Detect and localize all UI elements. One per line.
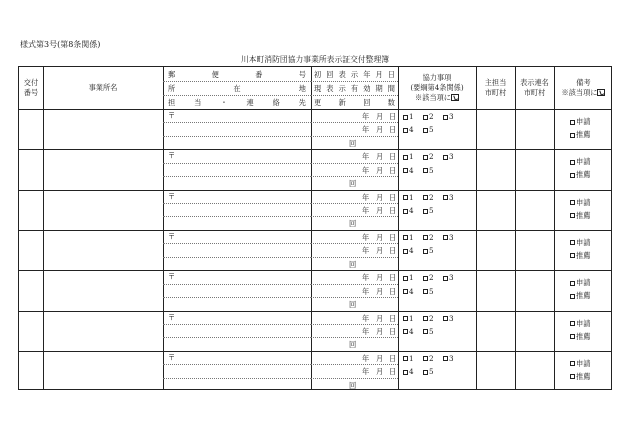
renewal-count-label: 回 [349, 179, 357, 189]
checkbox-icon [423, 128, 428, 133]
row-dotted-rule [311, 176, 398, 177]
month-label: 月 [376, 273, 384, 283]
checkbox-icon [403, 195, 408, 200]
row-dotted-rule [311, 122, 398, 123]
header-bottom-rule [19, 109, 611, 110]
year-label: 年 [362, 232, 370, 242]
checkbox-icon [570, 321, 575, 326]
day-label: 日 [389, 165, 397, 175]
cooperation-option-5[interactable]: 5 [423, 247, 434, 254]
day-label: 日 [389, 232, 397, 242]
renewal-count-label: 回 [349, 259, 357, 269]
year-label: 年 [362, 165, 370, 175]
checkbox-icon [423, 195, 428, 200]
row-dotted-rule [163, 176, 311, 177]
postal-mark: 〒 [168, 111, 176, 120]
document-title: 川本町消防団協力事業所表示証交付整理簿 [240, 55, 390, 64]
checkbox-icon [423, 356, 428, 361]
checkbox-icon [570, 240, 575, 245]
checkmark-box-icon [597, 89, 605, 96]
row-rule [19, 351, 611, 352]
apply-option[interactable]: 申請 [570, 239, 590, 246]
checkbox-icon [403, 155, 408, 160]
checkbox-icon [570, 173, 575, 178]
row-dotted-rule [163, 122, 311, 123]
row-dotted-rule [311, 378, 398, 379]
recommend-option[interactable]: 推薦 [570, 212, 590, 219]
cooperation-option-3[interactable]: 3 [443, 315, 454, 322]
checkbox-icon [423, 155, 428, 160]
header-first-display-date: 初 回 表 示 年 月 日 [314, 70, 395, 79]
day-label: 日 [389, 206, 397, 215]
checkbox-icon [570, 160, 575, 165]
checkbox-icon [423, 235, 428, 240]
row-dotted-rule [163, 203, 311, 204]
column-divider [476, 67, 477, 389]
cooperation-option-2[interactable]: 2 [423, 234, 434, 241]
checkbox-icon [403, 115, 408, 120]
checkbox-icon [403, 168, 408, 173]
header-address: 所 在 地 [168, 84, 306, 93]
month-label: 月 [376, 152, 384, 162]
year-label: 年 [362, 367, 370, 377]
month-label: 月 [376, 353, 384, 363]
apply-option[interactable]: 申請 [570, 320, 590, 327]
renewal-count-label: 回 [349, 138, 357, 148]
checkbox-icon [403, 276, 408, 281]
checkbox-icon [570, 374, 575, 379]
postal-mark: 〒 [168, 352, 176, 362]
month-label: 月 [376, 125, 384, 135]
cooperation-option-1[interactable]: 1 [403, 355, 414, 362]
header-dotted-rule [163, 81, 311, 82]
month-label: 月 [376, 286, 384, 296]
row-dotted-rule [163, 257, 311, 258]
row-rule [19, 190, 611, 191]
cooperation-option-1[interactable]: 1 [403, 315, 414, 322]
row-dotted-rule [311, 337, 398, 338]
checkbox-icon [423, 289, 428, 294]
cooperation-option-4[interactable]: 4 [403, 126, 414, 133]
month-label: 月 [376, 326, 384, 336]
header-remarks: 備考 ※該当項に [554, 67, 613, 109]
month-label: 月 [376, 313, 384, 323]
header-main-municipality: 主担当 市町村 [484, 78, 507, 97]
row-dotted-rule [163, 284, 311, 285]
postal-mark: 〒 [168, 272, 176, 282]
column-divider [43, 67, 44, 389]
apply-option[interactable]: 申請 [570, 279, 590, 286]
year-label: 年 [362, 206, 370, 215]
renewal-count-label: 回 [349, 219, 357, 229]
row-rule [19, 230, 611, 231]
checkbox-icon [570, 281, 575, 286]
header-office-name: 事業所名 [88, 83, 118, 93]
month-label: 月 [376, 192, 384, 202]
cooperation-option-3[interactable]: 3 [443, 234, 454, 241]
row-dotted-rule [163, 324, 311, 325]
month-label: 月 [376, 112, 384, 121]
checkbox-icon [423, 249, 428, 254]
cooperation-option-3[interactable]: 3 [443, 355, 454, 362]
cooperation-option-3[interactable]: 3 [443, 274, 454, 281]
recommend-option[interactable]: 推薦 [570, 171, 590, 178]
month-label: 月 [376, 367, 384, 377]
cooperation-option-5[interactable]: 5 [423, 167, 434, 174]
cooperation-option-4[interactable]: 4 [403, 368, 414, 375]
day-label: 日 [389, 246, 397, 256]
header-contact: 担 当 ・ 連 絡 先 [168, 98, 306, 107]
month-label: 月 [376, 232, 384, 242]
row-dotted-rule [163, 337, 311, 338]
month-label: 月 [376, 246, 384, 256]
checkbox-icon [423, 209, 428, 214]
day-label: 日 [389, 313, 397, 323]
day-label: 日 [389, 326, 397, 336]
header-dotted-rule [311, 81, 398, 82]
row-dotted-rule [311, 243, 398, 244]
cooperation-option-5[interactable]: 5 [423, 288, 434, 295]
cooperation-option-2[interactable]: 2 [423, 113, 434, 120]
row-dotted-rule [311, 324, 398, 325]
column-divider [311, 67, 312, 389]
postal-mark: 〒 [168, 231, 176, 241]
cooperation-option-4[interactable]: 4 [403, 247, 414, 254]
cooperation-option-4[interactable]: 4 [403, 328, 414, 335]
row-rule [19, 149, 611, 150]
checkbox-icon [423, 370, 428, 375]
header-listed-municipality: 表示連名 市町村 [520, 78, 549, 97]
checkmark-box-icon [451, 94, 459, 101]
row-dotted-rule [311, 284, 398, 285]
checkbox-icon [403, 249, 408, 254]
checkbox-icon [443, 155, 448, 160]
recommend-option[interactable]: 推薦 [570, 333, 590, 340]
year-label: 年 [362, 246, 370, 256]
checkbox-icon [570, 133, 575, 138]
row-dotted-rule [311, 203, 398, 204]
cooperation-option-3[interactable]: 3 [443, 194, 454, 201]
checkbox-icon [423, 168, 428, 173]
day-label: 日 [389, 192, 397, 202]
row-rule [19, 311, 611, 312]
apply-option[interactable]: 申請 [570, 360, 590, 367]
cooperation-option-5[interactable]: 5 [423, 126, 434, 133]
cooperation-option-4[interactable]: 4 [403, 207, 414, 214]
apply-option[interactable]: 申請 [570, 199, 590, 206]
checkbox-icon [570, 213, 575, 218]
cooperation-option-4[interactable]: 4 [403, 288, 414, 295]
cooperation-option-4[interactable]: 4 [403, 167, 414, 174]
checkbox-icon [423, 329, 428, 334]
cooperation-option-2[interactable]: 2 [423, 355, 434, 362]
checkbox-icon [443, 276, 448, 281]
checkbox-icon [403, 128, 408, 133]
row-dotted-rule [163, 364, 311, 365]
column-divider [554, 67, 555, 389]
checkbox-icon [403, 356, 408, 361]
year-label: 年 [362, 125, 370, 135]
renewal-count-label: 回 [349, 300, 357, 309]
header-issue-number: 交付 番号 [23, 78, 39, 97]
checkbox-icon [443, 115, 448, 120]
row-dotted-rule [311, 136, 398, 137]
checkbox-icon [570, 294, 575, 299]
header-dotted-rule [311, 95, 398, 96]
checkbox-icon [403, 316, 408, 321]
cooperation-option-1[interactable]: 1 [403, 153, 414, 160]
postal-mark: 〒 [168, 312, 176, 322]
year-label: 年 [362, 313, 370, 323]
checkbox-icon [443, 235, 448, 240]
header-dotted-rule [163, 95, 311, 96]
cooperation-option-1[interactable]: 1 [403, 234, 414, 241]
row-dotted-rule [311, 257, 398, 258]
cooperation-option-5[interactable]: 5 [423, 207, 434, 214]
header-validity-period: 現 表 示 有 効 期 間 [314, 84, 395, 93]
day-label: 日 [389, 152, 397, 162]
checkbox-icon [403, 370, 408, 375]
cooperation-option-2[interactable]: 2 [423, 194, 434, 201]
checkbox-icon [443, 195, 448, 200]
recommend-option[interactable]: 推薦 [570, 131, 590, 138]
cooperation-option-2[interactable]: 2 [423, 274, 434, 281]
renewal-count-label: 回 [349, 380, 357, 390]
checkbox-icon [443, 316, 448, 321]
month-label: 月 [376, 165, 384, 175]
form-label: 様式第3号(第8条関係) [20, 40, 101, 49]
checkbox-icon [570, 334, 575, 339]
row-dotted-rule [311, 364, 398, 365]
checkbox-icon [570, 120, 575, 125]
day-label: 日 [389, 367, 397, 377]
row-rule [19, 270, 611, 271]
row-dotted-rule [163, 216, 311, 217]
postal-mark: 〒 [168, 151, 176, 161]
cooperation-option-5[interactable]: 5 [423, 368, 434, 375]
day-label: 日 [389, 273, 397, 283]
row-dotted-rule [163, 297, 311, 298]
header-renewal-count: 更 新 回 数 [314, 98, 395, 107]
cooperation-option-2[interactable]: 2 [423, 153, 434, 160]
year-label: 年 [362, 353, 370, 363]
year-label: 年 [362, 152, 370, 162]
cooperation-option-2[interactable]: 2 [423, 315, 434, 322]
year-label: 年 [362, 112, 370, 121]
checkbox-icon [570, 253, 575, 258]
checkbox-icon [570, 361, 575, 366]
year-label: 年 [362, 273, 370, 283]
column-divider [163, 67, 164, 389]
checkbox-icon [403, 209, 408, 214]
checkbox-icon [403, 329, 408, 334]
apply-option[interactable]: 申請 [570, 158, 590, 165]
cooperation-option-3[interactable]: 3 [443, 113, 454, 120]
apply-option[interactable]: 申請 [570, 118, 590, 125]
year-label: 年 [362, 326, 370, 336]
month-label: 月 [376, 206, 384, 215]
cooperation-option-5[interactable]: 5 [423, 328, 434, 335]
recommend-option[interactable]: 推薦 [570, 373, 590, 380]
cooperation-option-1[interactable]: 1 [403, 194, 414, 201]
row-dotted-rule [163, 163, 311, 164]
row-dotted-rule [163, 136, 311, 137]
year-label: 年 [362, 286, 370, 296]
checkbox-icon [443, 356, 448, 361]
renewal-count-label: 回 [349, 340, 357, 350]
recommend-option[interactable]: 推薦 [570, 252, 590, 259]
ledger-table [18, 66, 612, 390]
year-label: 年 [362, 192, 370, 202]
row-dotted-rule [163, 243, 311, 244]
cooperation-option-3[interactable]: 3 [443, 153, 454, 160]
column-divider [515, 67, 516, 389]
row-dotted-rule [311, 297, 398, 298]
day-label: 日 [389, 112, 397, 121]
row-dotted-rule [311, 163, 398, 164]
checkbox-icon [403, 289, 408, 294]
checkbox-icon [423, 316, 428, 321]
cooperation-option-1[interactable]: 1 [403, 113, 414, 120]
day-label: 日 [389, 353, 397, 363]
day-label: 日 [389, 286, 397, 296]
header-postal-code: 郵 便 番 号 [168, 70, 306, 79]
header-cooperation-items: 協力事項 (要綱第4条関係) ※該当項に [410, 73, 464, 102]
column-divider [398, 67, 399, 389]
row-dotted-rule [163, 378, 311, 379]
checkbox-icon [423, 276, 428, 281]
checkbox-icon [403, 235, 408, 240]
checkbox-icon [423, 115, 428, 120]
row-dotted-rule [311, 216, 398, 217]
checkbox-icon [570, 200, 575, 205]
day-label: 日 [389, 125, 397, 135]
postal-mark: 〒 [168, 191, 176, 201]
recommend-option[interactable]: 推薦 [570, 292, 590, 299]
cooperation-option-1[interactable]: 1 [403, 274, 414, 281]
